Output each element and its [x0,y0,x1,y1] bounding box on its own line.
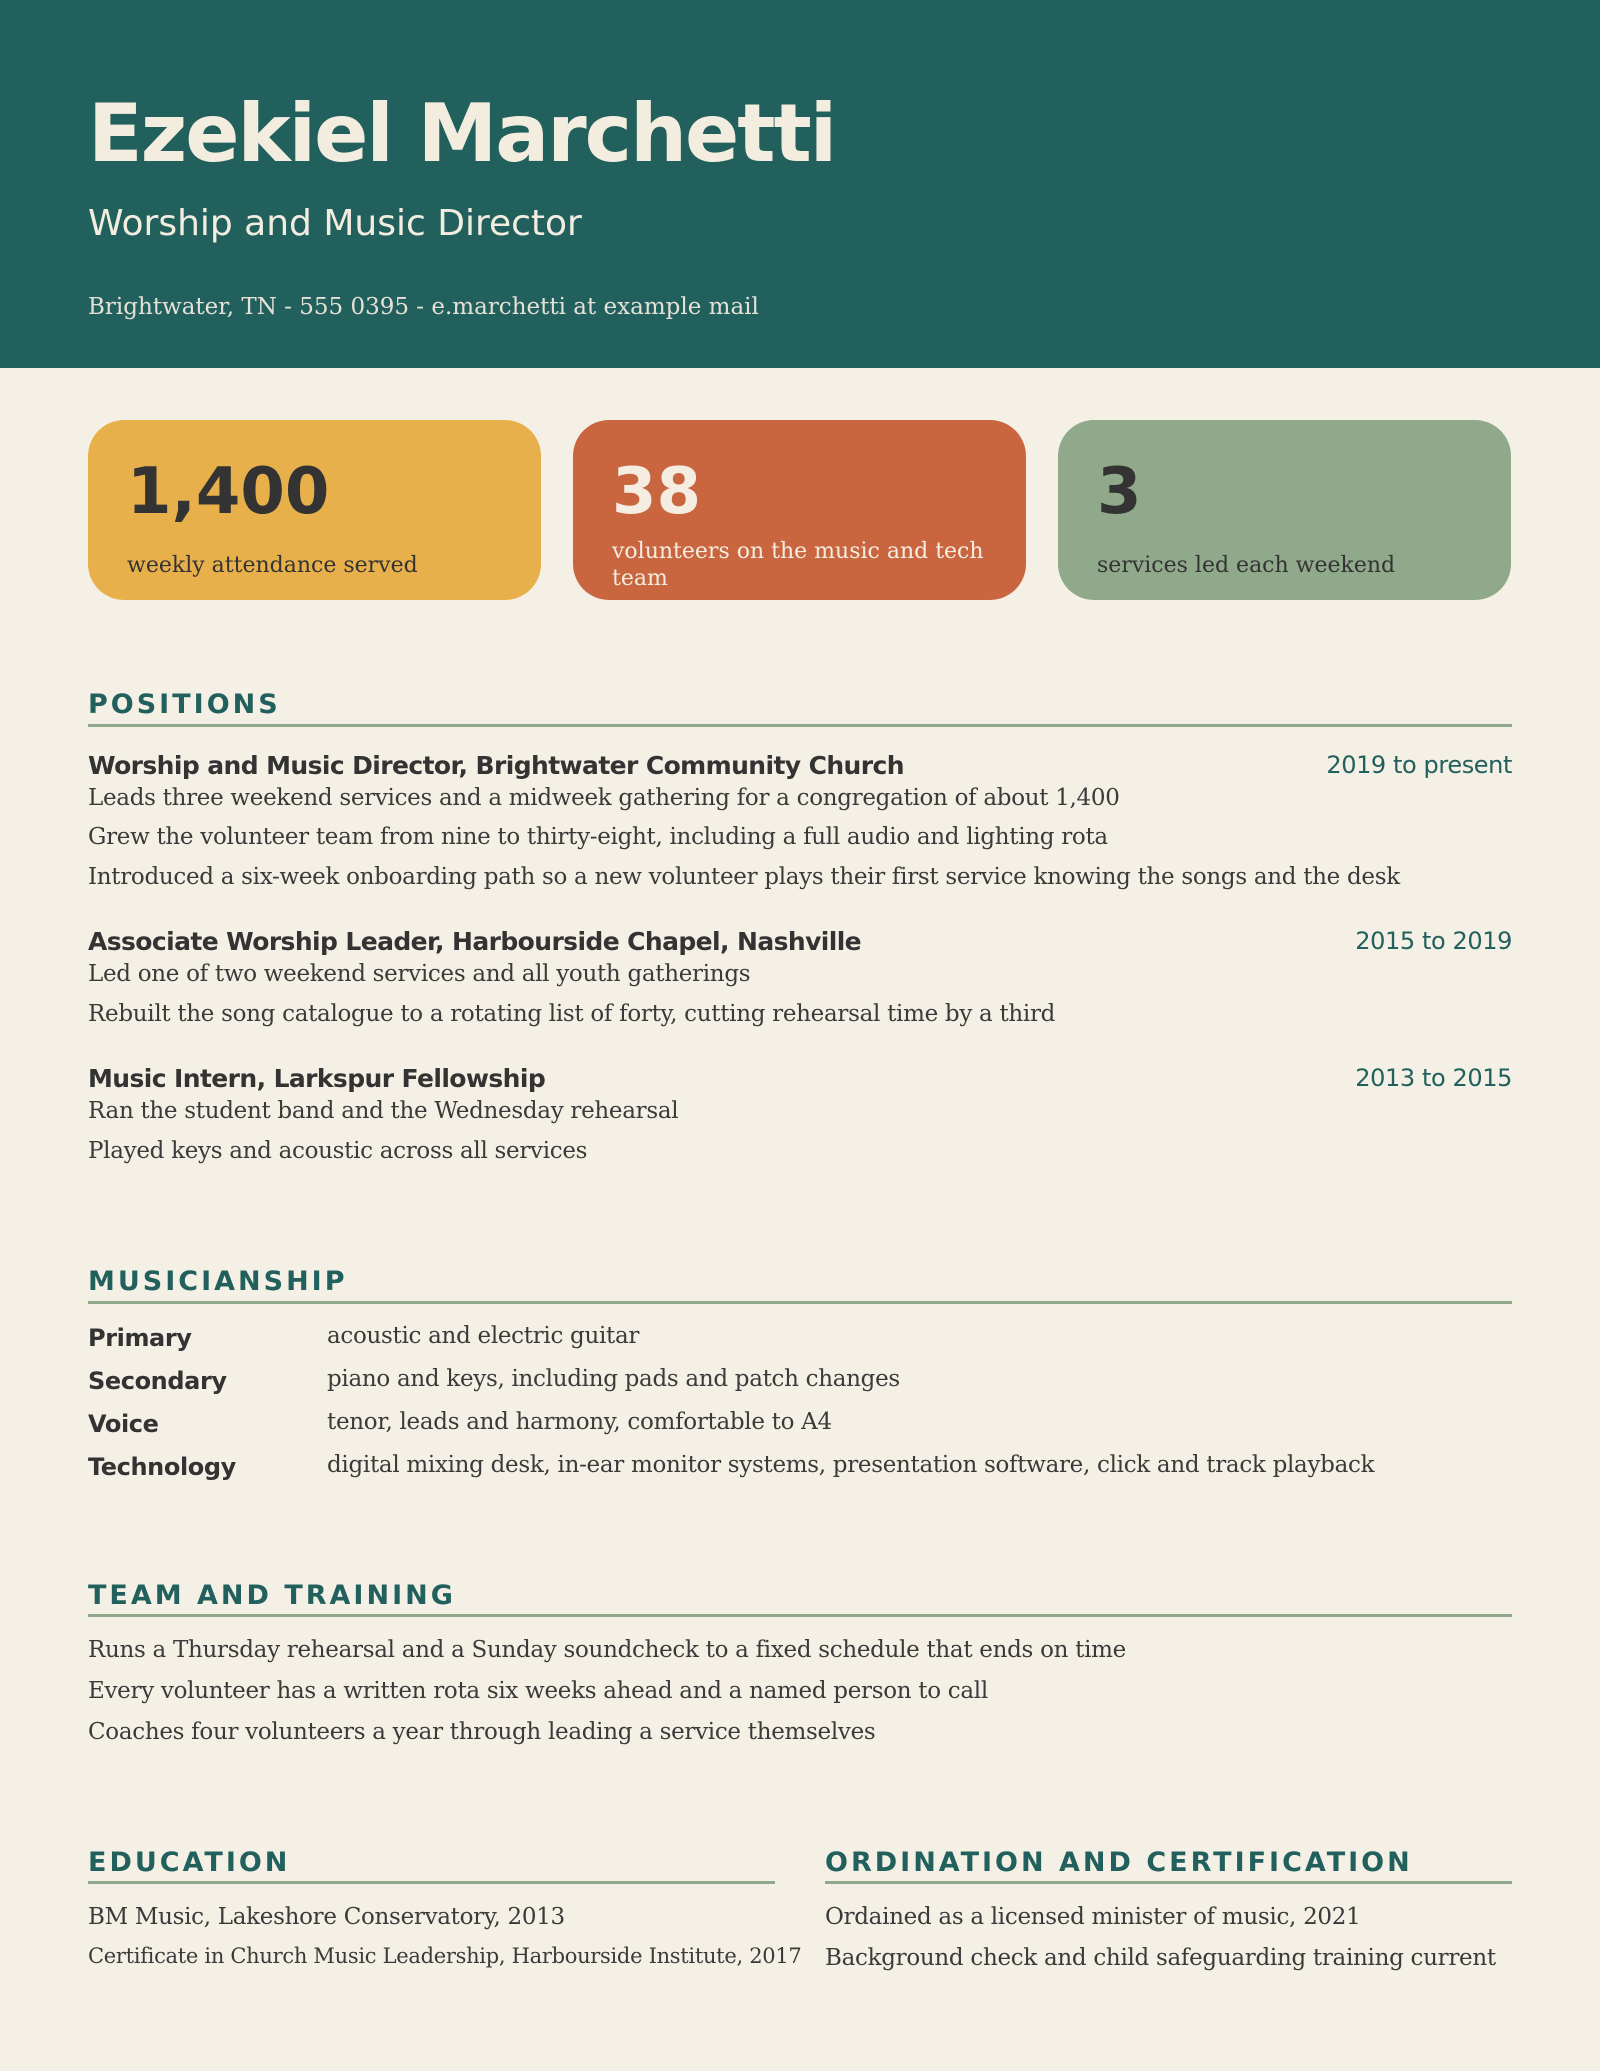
ordination-line: Background check and child safeguarding training current [825,1945,1496,1971]
section-heading-ordination: ORDINATION AND CERTIFICATION [825,1847,1413,1878]
section-divider [88,724,1512,727]
team-line: Runs a Thursday rehearsal and a Sunday soundcheck to a fixed schedule that ends on time [88,1637,1126,1663]
skill-value: tenor, leads and harmony, comfortable to A4 [327,1409,832,1435]
section-heading-musicianship: MUSICIANSHIP [88,1266,348,1297]
skill-label: Technology [88,1453,236,1481]
section-divider [825,1881,1512,1884]
stat-value: 38 [612,455,702,529]
section-divider [88,1614,1512,1617]
job-bullet: Led one of two weekend services and all youth gatherings [88,961,751,987]
job-role: Worship and Music Director [88,203,582,244]
stat-label: volunteers on the music and tech team [612,539,984,591]
skill-value: acoustic and electric guitar [327,1323,640,1349]
job-bullet: Ran the student band and the Wednesday rehearsal [88,1098,679,1124]
skill-label: Secondary [88,1367,227,1395]
person-name: Ezekiel Marchetti [88,87,836,180]
stat-card-attendance [88,420,541,600]
section-divider [88,1881,775,1884]
skill-value: digital mixing desk, in-ear monitor systems, presentation software, click and track playback [327,1452,1375,1478]
team-line: Coaches four volunteers a year through leading a service themselves [88,1719,876,1745]
stat-card-services [1058,420,1511,600]
job-title: Worship and Music Director, Brightwater Community Church [88,751,904,780]
job-bullet: Played keys and acoustic across all services [88,1138,588,1164]
job-title: Music Intern, Larkspur Fellowship [88,1064,546,1093]
stat-label: services led each weekend [1097,553,1396,578]
stat-value: 3 [1097,455,1142,529]
section-heading-team-training: TEAM AND TRAINING [88,1580,456,1611]
job-dates: 2019 to present [1326,751,1512,779]
job-bullet: Grew the volunteer team from nine to thirty-eight, including a full audio and lighting rota [88,824,1108,850]
education-line: BM Music, Lakeshore Conservatory, 2013 [88,1904,565,1930]
skill-value: piano and keys, including pads and patch changes [327,1366,900,1392]
stat-label: weekly attendance served [127,553,418,578]
header-banner [0,0,1600,368]
section-heading-education: EDUCATION [88,1847,291,1878]
stat-card-volunteers [573,420,1026,600]
skill-label: Primary [88,1324,192,1352]
education-line: Certificate in Church Music Leadership, Harbourside Institute, 2017 [88,1944,802,1968]
job-bullet: Introduced a six-week onboarding path so a new volunteer plays their first service knowing the songs and the desk [88,864,1400,890]
section-divider [88,1301,1512,1304]
job-dates: 2013 to 2015 [1355,1064,1512,1092]
job-bullet: Leads three weekend services and a midweek gathering for a congregation of about 1,400 [88,785,1120,811]
team-line: Every volunteer has a written rota six weeks ahead and a named person to call [88,1678,988,1704]
contact-info: Brightwater, TN - 555 0395 - e.marchetti at example mail [88,294,759,320]
job-bullet: Rebuilt the song catalogue to a rotating list of forty, cutting rehearsal time by a third [88,1001,1056,1027]
stat-value: 1,400 [127,455,330,529]
skill-label: Voice [88,1410,159,1438]
job-title: Associate Worship Leader, Harbourside Chapel, Nashville [88,927,862,956]
section-heading-positions: POSITIONS [88,689,281,720]
ordination-line: Ordained as a licensed minister of music, 2021 [825,1904,1361,1930]
job-dates: 2015 to 2019 [1355,927,1512,955]
